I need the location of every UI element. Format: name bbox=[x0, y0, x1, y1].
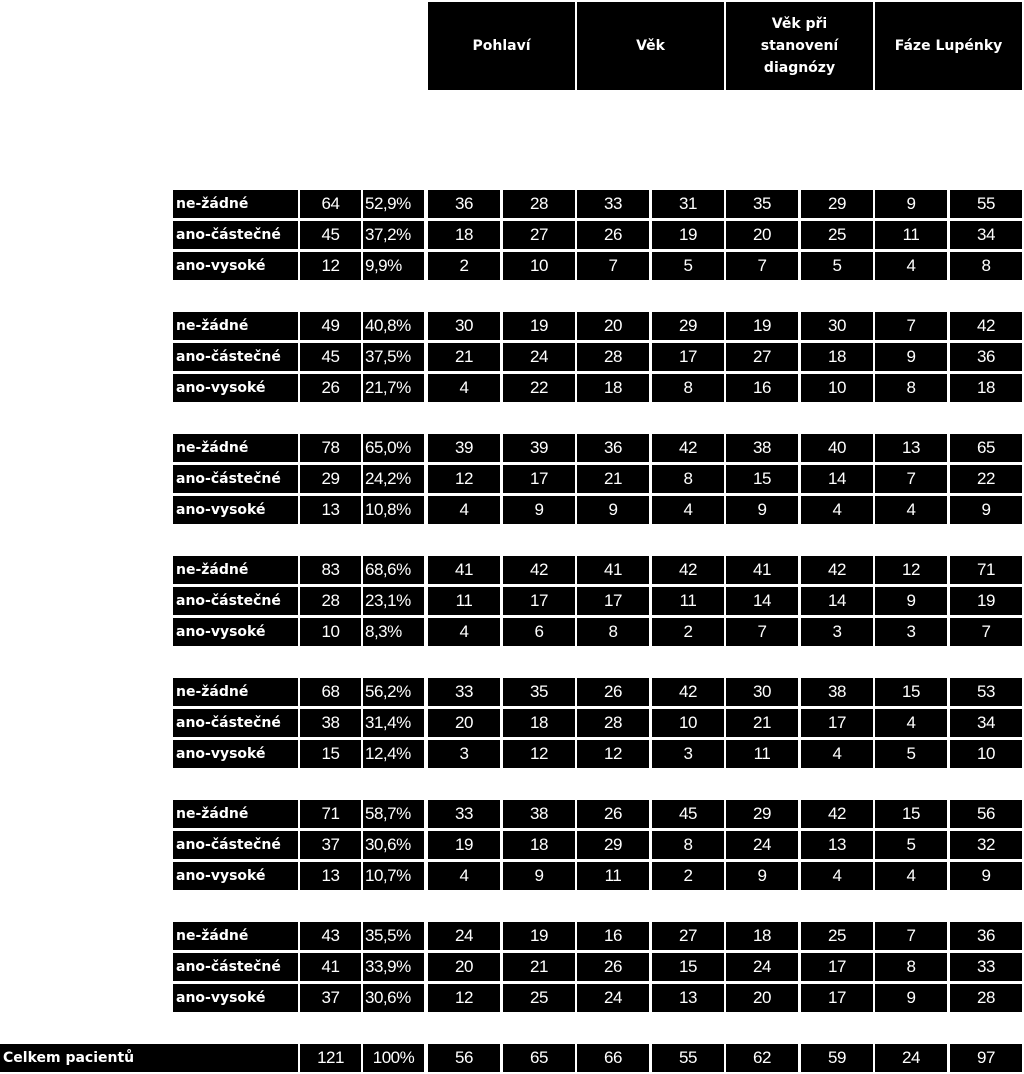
value-cell: 12 bbox=[428, 465, 500, 493]
value-cell: 24 bbox=[428, 922, 500, 950]
header-vek-pri-diagnoze-line3: diagnózy bbox=[763, 60, 836, 76]
value-cell: 39 bbox=[428, 434, 500, 462]
value-cell: 17 bbox=[503, 465, 575, 493]
value-cell: 11 bbox=[577, 862, 649, 890]
total-count: 121 bbox=[300, 1044, 361, 1072]
value-cell: 27 bbox=[503, 221, 575, 249]
value-cell: 24 bbox=[503, 343, 575, 371]
value-cell: 16 bbox=[726, 374, 798, 402]
percent-cell: 40,8% bbox=[363, 312, 424, 340]
value-cell: 19 bbox=[503, 922, 575, 950]
count-cell: 13 bbox=[300, 496, 361, 524]
value-cell: 27 bbox=[726, 343, 798, 371]
value-cell: 56 bbox=[950, 800, 1022, 828]
value-cell: 40 bbox=[801, 434, 873, 462]
value-cell: 28 bbox=[577, 709, 649, 737]
value-cell: 18 bbox=[726, 922, 798, 950]
value-cell: 11 bbox=[875, 221, 947, 249]
value-cell: 20 bbox=[428, 709, 500, 737]
count-cell: 13 bbox=[300, 862, 361, 890]
percent-cell: 23,1% bbox=[363, 587, 424, 615]
value-cell: 21 bbox=[726, 709, 798, 737]
percent-cell: 37,5% bbox=[363, 343, 424, 371]
total-value-cell: 24 bbox=[875, 1044, 947, 1072]
value-cell: 24 bbox=[726, 953, 798, 981]
count-cell: 41 bbox=[300, 953, 361, 981]
value-cell: 5 bbox=[652, 252, 724, 280]
row-label: ne-žádné bbox=[173, 922, 298, 950]
percent-cell: 35,5% bbox=[363, 922, 424, 950]
value-cell: 39 bbox=[503, 434, 575, 462]
count-cell: 29 bbox=[300, 465, 361, 493]
value-cell: 2 bbox=[652, 618, 724, 646]
value-cell: 9 bbox=[875, 190, 947, 218]
value-cell: 18 bbox=[503, 831, 575, 859]
percent-cell: 12,4% bbox=[363, 740, 424, 768]
value-cell: 36 bbox=[950, 922, 1022, 950]
value-cell: 41 bbox=[726, 556, 798, 584]
value-cell: 4 bbox=[875, 496, 947, 524]
value-cell: 41 bbox=[577, 556, 649, 584]
value-cell: 36 bbox=[950, 343, 1022, 371]
value-cell: 5 bbox=[801, 252, 873, 280]
percent-cell: 24,2% bbox=[363, 465, 424, 493]
row-label: ne-žádné bbox=[173, 312, 298, 340]
value-cell: 12 bbox=[875, 556, 947, 584]
value-cell: 29 bbox=[726, 800, 798, 828]
value-cell: 9 bbox=[503, 496, 575, 524]
value-cell: 42 bbox=[652, 434, 724, 462]
row-label: ano-vysoké bbox=[173, 252, 298, 280]
value-cell: 42 bbox=[652, 678, 724, 706]
count-cell: 12 bbox=[300, 252, 361, 280]
value-cell: 31 bbox=[652, 190, 724, 218]
value-cell: 3 bbox=[801, 618, 873, 646]
value-cell: 17 bbox=[652, 343, 724, 371]
value-cell: 25 bbox=[503, 984, 575, 1012]
value-cell: 17 bbox=[801, 953, 873, 981]
value-cell: 11 bbox=[726, 740, 798, 768]
count-cell: 49 bbox=[300, 312, 361, 340]
value-cell: 14 bbox=[801, 465, 873, 493]
row-label: ano-částečné bbox=[173, 587, 298, 615]
count-cell: 26 bbox=[300, 374, 361, 402]
value-cell: 19 bbox=[652, 221, 724, 249]
value-cell: 18 bbox=[950, 374, 1022, 402]
value-cell: 4 bbox=[801, 740, 873, 768]
value-cell: 9 bbox=[875, 587, 947, 615]
row-label: ne-žádné bbox=[173, 556, 298, 584]
count-cell: 83 bbox=[300, 556, 361, 584]
value-cell: 55 bbox=[950, 190, 1022, 218]
value-cell: 18 bbox=[428, 221, 500, 249]
total-value-cell: 62 bbox=[726, 1044, 798, 1072]
value-cell: 7 bbox=[875, 922, 947, 950]
value-cell: 18 bbox=[801, 343, 873, 371]
value-cell: 26 bbox=[577, 221, 649, 249]
value-cell: 15 bbox=[875, 800, 947, 828]
value-cell: 28 bbox=[503, 190, 575, 218]
total-value-cell: 56 bbox=[428, 1044, 500, 1072]
value-cell: 13 bbox=[801, 831, 873, 859]
value-cell: 8 bbox=[577, 618, 649, 646]
count-cell: 37 bbox=[300, 831, 361, 859]
percent-cell: 37,2% bbox=[363, 221, 424, 249]
count-cell: 43 bbox=[300, 922, 361, 950]
value-cell: 9 bbox=[503, 862, 575, 890]
count-cell: 15 bbox=[300, 740, 361, 768]
count-cell: 28 bbox=[300, 587, 361, 615]
header-vek bbox=[577, 2, 724, 90]
value-cell: 42 bbox=[801, 556, 873, 584]
value-cell: 30 bbox=[801, 312, 873, 340]
value-cell: 35 bbox=[726, 190, 798, 218]
value-cell: 9 bbox=[950, 496, 1022, 524]
value-cell: 36 bbox=[428, 190, 500, 218]
header-pohlavi bbox=[428, 2, 575, 90]
total-label: Celkem pacientů bbox=[0, 1044, 298, 1072]
value-cell: 4 bbox=[652, 496, 724, 524]
value-cell: 7 bbox=[726, 252, 798, 280]
value-cell: 32 bbox=[950, 831, 1022, 859]
value-cell: 25 bbox=[801, 922, 873, 950]
total-percent: 100% bbox=[363, 1044, 424, 1072]
value-cell: 7 bbox=[875, 312, 947, 340]
value-cell: 29 bbox=[577, 831, 649, 859]
header-vek-label: Věk bbox=[636, 38, 665, 54]
value-cell: 8 bbox=[652, 831, 724, 859]
value-cell: 11 bbox=[652, 587, 724, 615]
row-label: ne-žádné bbox=[173, 678, 298, 706]
row-label: ano-vysoké bbox=[173, 374, 298, 402]
row-label: ano-částečné bbox=[173, 343, 298, 371]
value-cell: 28 bbox=[950, 984, 1022, 1012]
count-cell: 45 bbox=[300, 343, 361, 371]
value-cell: 10 bbox=[652, 709, 724, 737]
value-cell: 4 bbox=[875, 252, 947, 280]
count-cell: 68 bbox=[300, 678, 361, 706]
total-value-cell: 59 bbox=[801, 1044, 873, 1072]
count-cell: 45 bbox=[300, 221, 361, 249]
value-cell: 8 bbox=[652, 465, 724, 493]
value-cell: 8 bbox=[950, 252, 1022, 280]
value-cell: 15 bbox=[652, 953, 724, 981]
value-cell: 7 bbox=[950, 618, 1022, 646]
percent-cell: 68,6% bbox=[363, 556, 424, 584]
value-cell: 22 bbox=[503, 374, 575, 402]
header-vek-pri-diagnoze bbox=[726, 2, 873, 90]
value-cell: 7 bbox=[726, 618, 798, 646]
value-cell: 29 bbox=[652, 312, 724, 340]
percent-cell: 10,8% bbox=[363, 496, 424, 524]
value-cell: 7 bbox=[577, 252, 649, 280]
value-cell: 4 bbox=[428, 374, 500, 402]
header-pohlavi-label: Pohlaví bbox=[472, 38, 531, 54]
value-cell: 2 bbox=[428, 252, 500, 280]
value-cell: 19 bbox=[726, 312, 798, 340]
value-cell: 4 bbox=[428, 862, 500, 890]
value-cell: 8 bbox=[875, 374, 947, 402]
value-cell: 21 bbox=[428, 343, 500, 371]
value-cell: 13 bbox=[652, 984, 724, 1012]
value-cell: 38 bbox=[801, 678, 873, 706]
row-label: ano-částečné bbox=[173, 465, 298, 493]
value-cell: 7 bbox=[875, 465, 947, 493]
row-label: ano-částečné bbox=[173, 221, 298, 249]
value-cell: 27 bbox=[652, 922, 724, 950]
value-cell: 21 bbox=[503, 953, 575, 981]
value-cell: 5 bbox=[875, 740, 947, 768]
value-cell: 4 bbox=[428, 496, 500, 524]
row-label: ne-žádné bbox=[173, 190, 298, 218]
value-cell: 14 bbox=[726, 587, 798, 615]
row-label: ano-vysoké bbox=[173, 862, 298, 890]
value-cell: 4 bbox=[801, 496, 873, 524]
value-cell: 42 bbox=[950, 312, 1022, 340]
value-cell: 25 bbox=[801, 221, 873, 249]
value-cell: 26 bbox=[577, 678, 649, 706]
value-cell: 10 bbox=[801, 374, 873, 402]
count-cell: 37 bbox=[300, 984, 361, 1012]
value-cell: 9 bbox=[577, 496, 649, 524]
value-cell: 12 bbox=[503, 740, 575, 768]
value-cell: 29 bbox=[801, 190, 873, 218]
row-label: ano-částečné bbox=[173, 831, 298, 859]
value-cell: 26 bbox=[577, 800, 649, 828]
value-cell: 6 bbox=[503, 618, 575, 646]
count-cell: 64 bbox=[300, 190, 361, 218]
value-cell: 34 bbox=[950, 221, 1022, 249]
value-cell: 12 bbox=[428, 984, 500, 1012]
percent-cell: 8,3% bbox=[363, 618, 424, 646]
value-cell: 71 bbox=[950, 556, 1022, 584]
percent-cell: 52,9% bbox=[363, 190, 424, 218]
value-cell: 42 bbox=[652, 556, 724, 584]
value-cell: 9 bbox=[726, 862, 798, 890]
value-cell: 38 bbox=[503, 800, 575, 828]
percent-cell: 21,7% bbox=[363, 374, 424, 402]
percent-cell: 33,9% bbox=[363, 953, 424, 981]
value-cell: 9 bbox=[950, 862, 1022, 890]
value-cell: 24 bbox=[726, 831, 798, 859]
value-cell: 11 bbox=[428, 587, 500, 615]
value-cell: 20 bbox=[726, 984, 798, 1012]
value-cell: 4 bbox=[875, 862, 947, 890]
percent-cell: 65,0% bbox=[363, 434, 424, 462]
count-cell: 78 bbox=[300, 434, 361, 462]
value-cell: 42 bbox=[801, 800, 873, 828]
value-cell: 4 bbox=[428, 618, 500, 646]
total-value-cell: 97 bbox=[950, 1044, 1022, 1072]
value-cell: 33 bbox=[428, 800, 500, 828]
value-cell: 35 bbox=[503, 678, 575, 706]
row-label: ano-částečné bbox=[173, 953, 298, 981]
row-label: ne-žádné bbox=[173, 800, 298, 828]
value-cell: 18 bbox=[503, 709, 575, 737]
row-label: ano-vysoké bbox=[173, 740, 298, 768]
value-cell: 14 bbox=[801, 587, 873, 615]
value-cell: 10 bbox=[950, 740, 1022, 768]
row-label: ne-žádné bbox=[173, 434, 298, 462]
value-cell: 36 bbox=[577, 434, 649, 462]
percent-cell: 30,6% bbox=[363, 984, 424, 1012]
value-cell: 9 bbox=[875, 343, 947, 371]
value-cell: 65 bbox=[950, 434, 1022, 462]
value-cell: 33 bbox=[428, 678, 500, 706]
count-cell: 10 bbox=[300, 618, 361, 646]
percent-cell: 58,7% bbox=[363, 800, 424, 828]
value-cell: 26 bbox=[577, 953, 649, 981]
value-cell: 20 bbox=[428, 953, 500, 981]
value-cell: 3 bbox=[652, 740, 724, 768]
percent-cell: 10,7% bbox=[363, 862, 424, 890]
value-cell: 34 bbox=[950, 709, 1022, 737]
value-cell: 16 bbox=[577, 922, 649, 950]
count-cell: 71 bbox=[300, 800, 361, 828]
value-cell: 15 bbox=[875, 678, 947, 706]
percent-cell: 31,4% bbox=[363, 709, 424, 737]
value-cell: 24 bbox=[577, 984, 649, 1012]
percent-cell: 56,2% bbox=[363, 678, 424, 706]
value-cell: 4 bbox=[801, 862, 873, 890]
value-cell: 20 bbox=[726, 221, 798, 249]
value-cell: 30 bbox=[726, 678, 798, 706]
value-cell: 33 bbox=[577, 190, 649, 218]
value-cell: 22 bbox=[950, 465, 1022, 493]
value-cell: 42 bbox=[503, 556, 575, 584]
row-label: ano-vysoké bbox=[173, 618, 298, 646]
value-cell: 33 bbox=[950, 953, 1022, 981]
row-label: ano-vysoké bbox=[173, 496, 298, 524]
value-cell: 30 bbox=[428, 312, 500, 340]
value-cell: 20 bbox=[577, 312, 649, 340]
value-cell: 13 bbox=[875, 434, 947, 462]
value-cell: 10 bbox=[503, 252, 575, 280]
value-cell: 17 bbox=[503, 587, 575, 615]
header-vek-pri-diagnoze-line2: stanovení bbox=[760, 38, 839, 54]
value-cell: 4 bbox=[875, 709, 947, 737]
value-cell: 19 bbox=[950, 587, 1022, 615]
value-cell: 21 bbox=[577, 465, 649, 493]
value-cell: 5 bbox=[875, 831, 947, 859]
value-cell: 18 bbox=[577, 374, 649, 402]
header-faze-lupenky bbox=[875, 2, 1022, 90]
header-faze-lupenky-label: Fáze Lupénky bbox=[894, 38, 1003, 54]
value-cell: 53 bbox=[950, 678, 1022, 706]
header-vek-pri-diagnoze-line1: Věk při bbox=[771, 16, 828, 32]
row-label: ano-částečné bbox=[173, 709, 298, 737]
row-label: ano-vysoké bbox=[173, 984, 298, 1012]
value-cell: 15 bbox=[726, 465, 798, 493]
value-cell: 17 bbox=[577, 587, 649, 615]
total-value-cell: 66 bbox=[577, 1044, 649, 1072]
value-cell: 8 bbox=[652, 374, 724, 402]
percent-cell: 9,9% bbox=[363, 252, 424, 280]
value-cell: 38 bbox=[726, 434, 798, 462]
value-cell: 3 bbox=[875, 618, 947, 646]
value-cell: 17 bbox=[801, 984, 873, 1012]
value-cell: 19 bbox=[428, 831, 500, 859]
total-value-cell: 55 bbox=[652, 1044, 724, 1072]
value-cell: 19 bbox=[503, 312, 575, 340]
percent-cell: 30,6% bbox=[363, 831, 424, 859]
value-cell: 17 bbox=[801, 709, 873, 737]
value-cell: 9 bbox=[726, 496, 798, 524]
value-cell: 12 bbox=[577, 740, 649, 768]
value-cell: 2 bbox=[652, 862, 724, 890]
count-cell: 38 bbox=[300, 709, 361, 737]
value-cell: 9 bbox=[875, 984, 947, 1012]
value-cell: 3 bbox=[428, 740, 500, 768]
value-cell: 45 bbox=[652, 800, 724, 828]
value-cell: 8 bbox=[875, 953, 947, 981]
total-value-cell: 65 bbox=[503, 1044, 575, 1072]
value-cell: 41 bbox=[428, 556, 500, 584]
value-cell: 28 bbox=[577, 343, 649, 371]
